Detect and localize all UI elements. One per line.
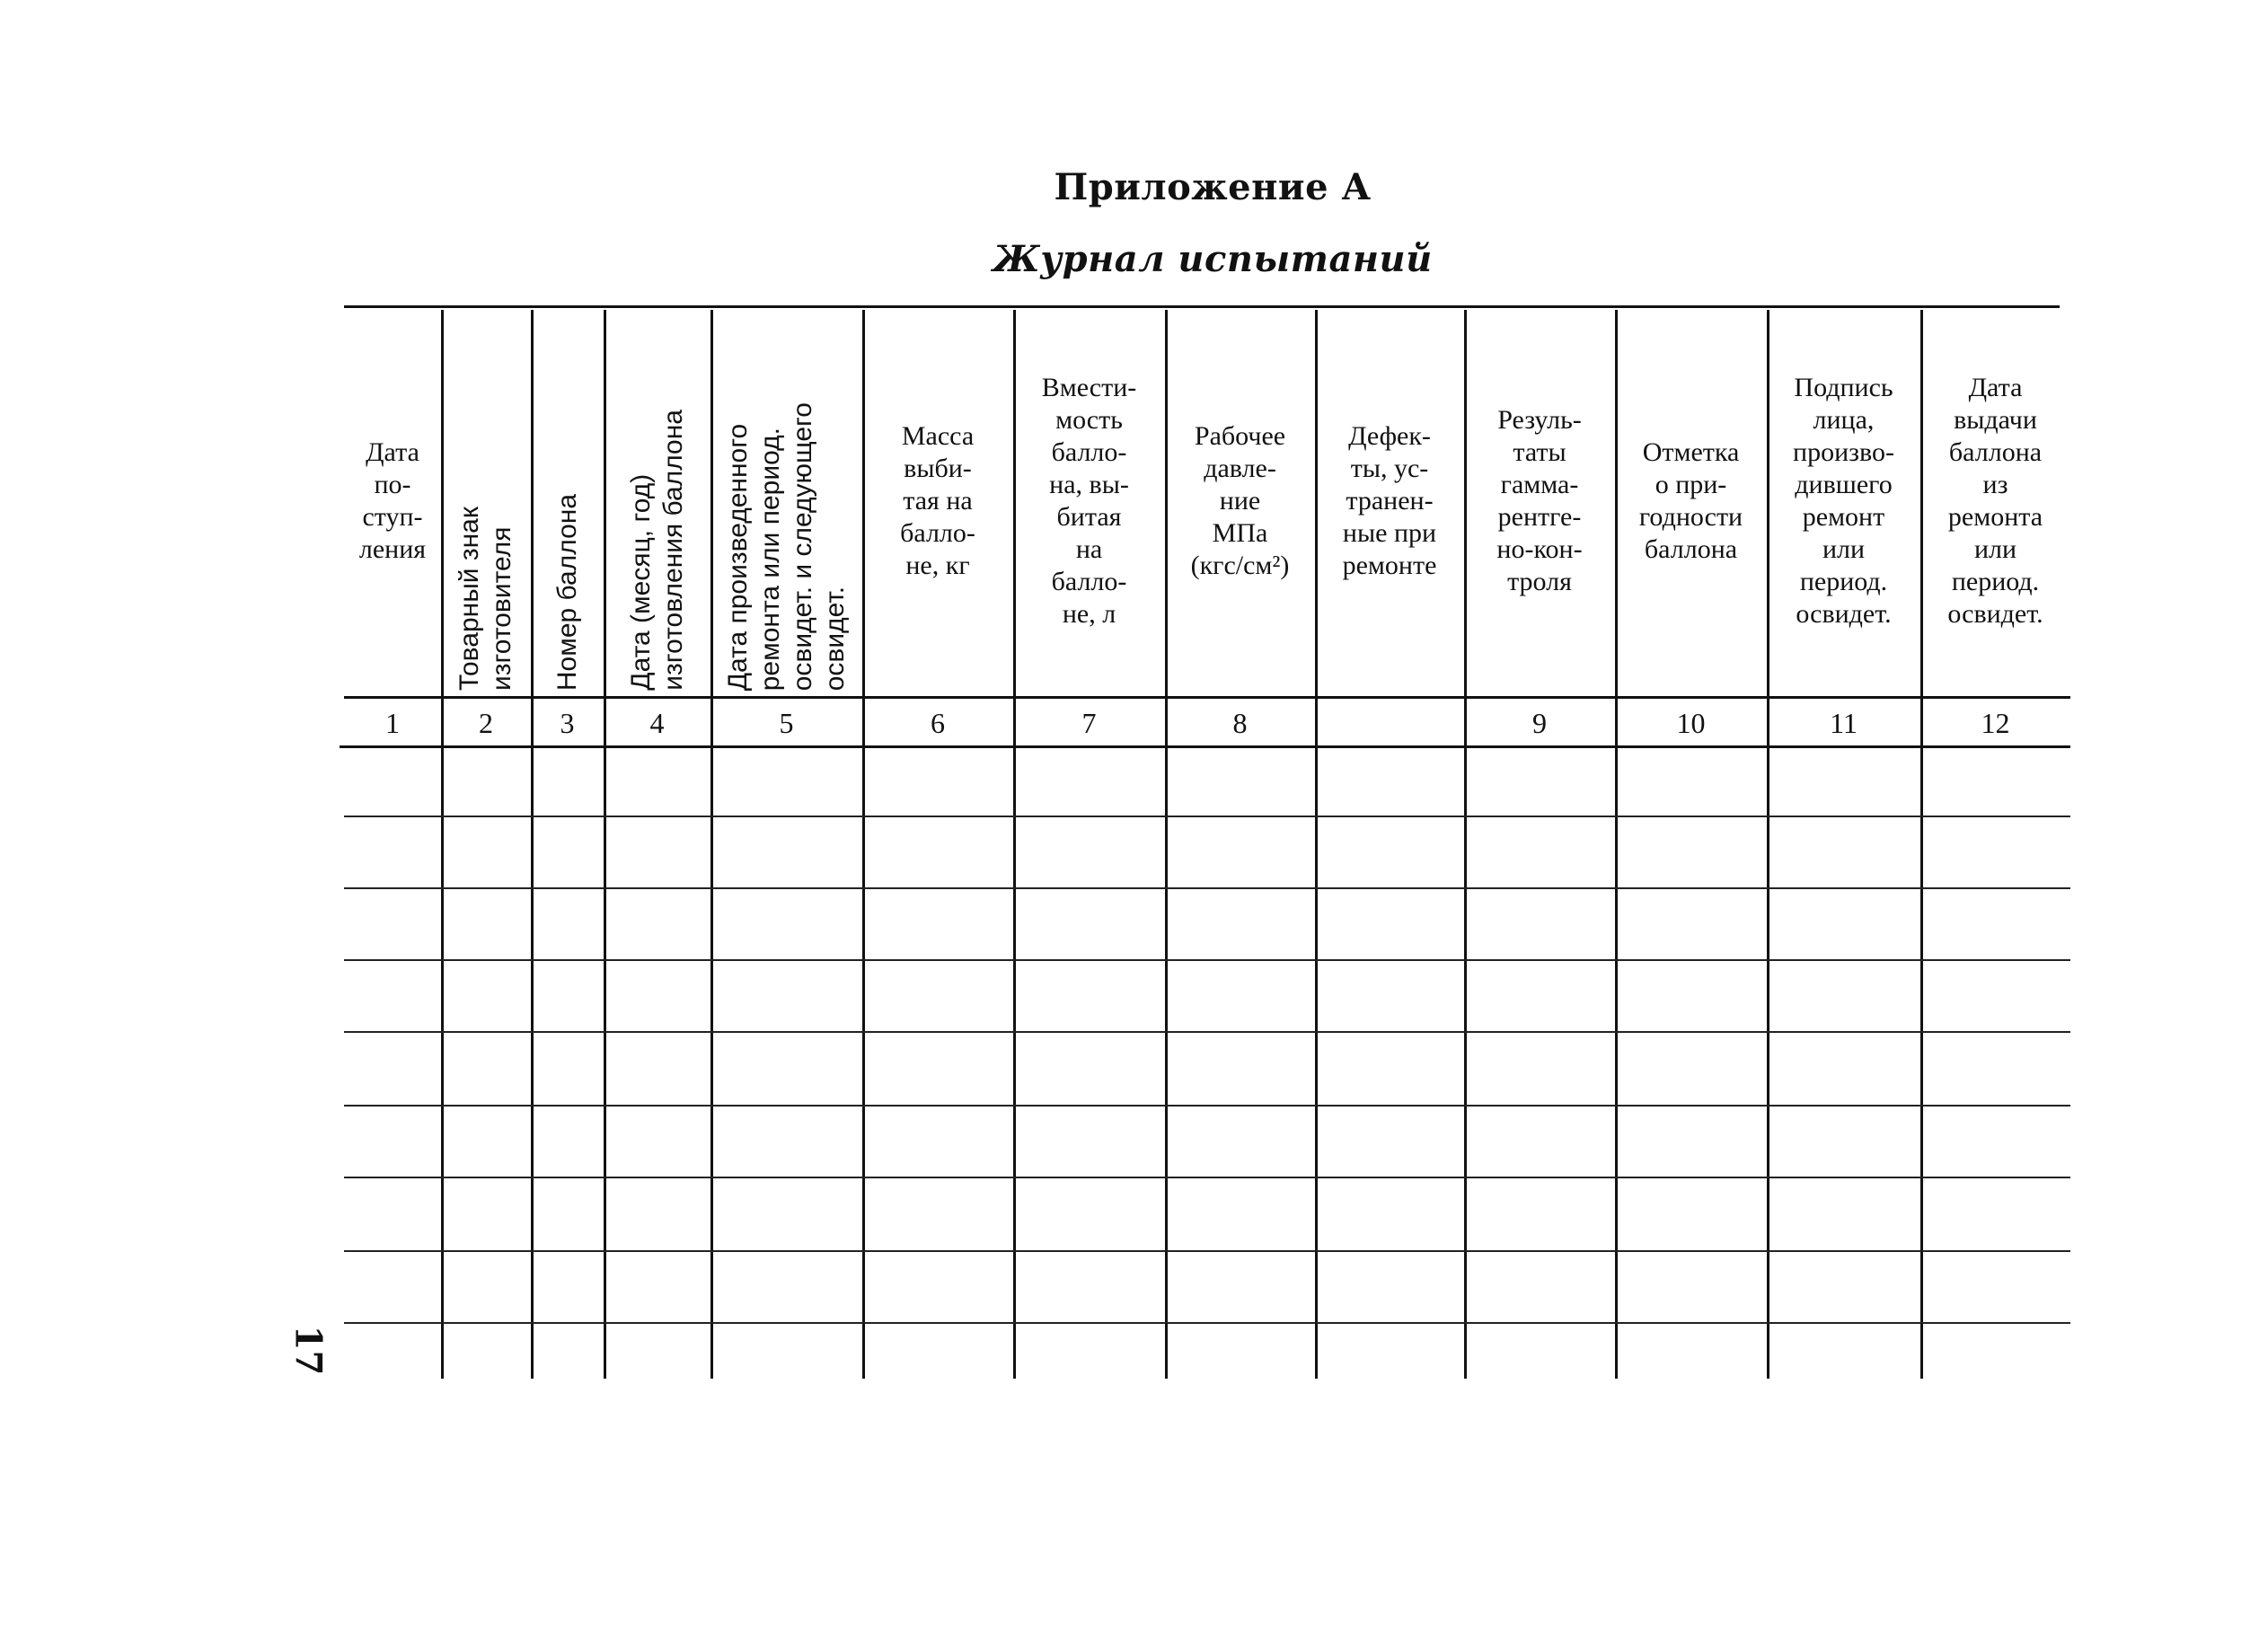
column-header-label: Дата (месяц, год) изготовления баллона	[625, 410, 688, 691]
column-header-label: Номер баллона	[552, 493, 582, 691]
column-number: 8	[1232, 707, 1248, 739]
column-header	[1767, 323, 1920, 678]
column-number: 11	[1830, 707, 1858, 739]
page-number: 17	[287, 1325, 330, 1376]
column-header	[441, 313, 531, 691]
table-row	[344, 816, 2070, 817]
column-number: 9	[1532, 707, 1547, 739]
column-number: 5	[779, 707, 794, 739]
column-header	[1464, 323, 1615, 678]
table-row	[344, 959, 2070, 961]
column-header	[710, 313, 862, 691]
column-header-label: Рабочее давле- ние МПа (кгс/см²)	[1190, 420, 1290, 580]
table-row	[344, 887, 2070, 889]
number-row-bottom-border	[340, 745, 2070, 748]
table-row	[344, 1031, 2070, 1033]
table-row	[344, 1322, 2070, 1324]
column-number: 10	[1676, 707, 1706, 739]
column-header-label: Отметка о при- годности баллона	[1638, 436, 1743, 564]
column-header-label: Дата по- ступ- ления	[358, 436, 427, 564]
table-row	[344, 1105, 2070, 1107]
column-header	[862, 323, 1013, 678]
column-number: 2	[479, 707, 493, 739]
column-number: 1	[385, 707, 400, 739]
journal-title: Журнал испытаний	[993, 238, 1433, 280]
column-header-label: Дата выдачи баллона из ремонта или период. освидет.	[1947, 372, 2043, 629]
column-header	[1615, 323, 1767, 678]
table-top-border	[344, 305, 2060, 308]
column-header-label: Масса выби- тая на балло- не, кг	[900, 420, 975, 580]
column-number: 12	[1981, 707, 2010, 739]
column-number: 6	[931, 707, 945, 739]
column-header	[604, 313, 710, 691]
column-header-label: Вмести- мость балло- на, вы- битая на балло- не, л	[1041, 372, 1137, 629]
column-header-label: Товарный знак изготовителя	[454, 507, 516, 691]
column-number: 3	[560, 707, 575, 739]
column-header	[344, 323, 441, 678]
column-header	[1920, 323, 2070, 678]
column-header-label: Резуль- таты гамма- рентге- но-кон- троля	[1496, 404, 1583, 596]
table-row	[344, 1250, 2070, 1252]
column-header-label: Дата произведенного ремонта или период. освидет. и следующего освидет.	[722, 401, 850, 691]
column-header	[1165, 323, 1315, 678]
column-header	[1315, 323, 1464, 678]
column-header	[1013, 323, 1165, 678]
table-row	[344, 1177, 2070, 1178]
column-header-label: Дефек- ты, ус- транен- ные при ремонте	[1342, 420, 1437, 580]
column-number: 4	[649, 707, 665, 739]
column-header	[531, 313, 604, 691]
column-number: 7	[1081, 707, 1097, 739]
column-header-label: Подпись лица, произво- дившего ремонт или период. освидет.	[1793, 372, 1894, 629]
appendix-title: Приложение А	[1054, 166, 1372, 208]
